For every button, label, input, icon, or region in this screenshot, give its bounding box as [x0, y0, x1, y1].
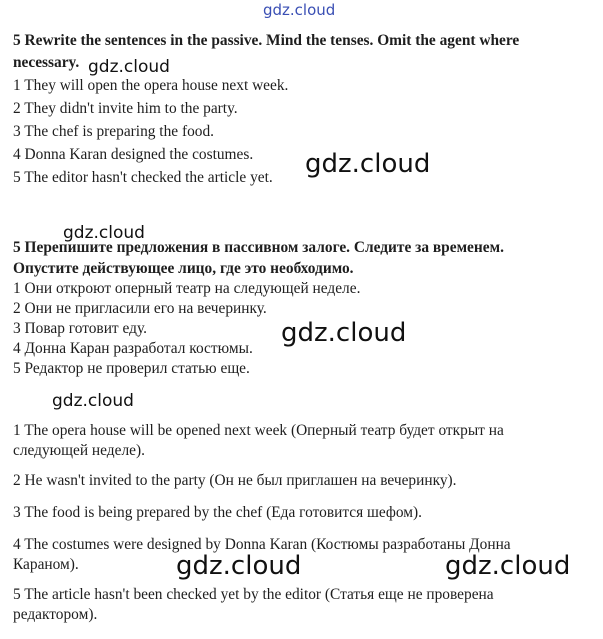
- watermark: gdz.cloud: [445, 551, 571, 581]
- answer-line: следующей неделе).: [13, 442, 145, 459]
- task-en-heading-cont: necessary.: [13, 54, 80, 71]
- watermark: gdz.cloud: [305, 149, 431, 179]
- task-en-item: 4 Donna Karan designed the costumes.: [13, 146, 254, 163]
- task-en-heading: 5 Rewrite the sentences in the passive. Mind the tenses. Omit the agent where: [13, 32, 520, 49]
- task-ru-heading-cont: Опустите действующее лицо, где это необходимо.: [13, 260, 354, 277]
- watermark-top: gdz.cloud: [263, 1, 336, 19]
- watermark: gdz.cloud: [176, 551, 302, 581]
- answer-line: 2 He wasn't invited to the party (Он не был приглашен на вечеринку).: [13, 472, 457, 489]
- task-ru-item: 5 Редактор не проверил статью еще.: [13, 360, 250, 377]
- task-en-item: 3 The chef is preparing the food.: [13, 123, 215, 140]
- answer-line: 1 The opera house will be opened next week (Оперный театр будет открыт на: [13, 422, 504, 439]
- watermark: gdz.cloud: [63, 223, 145, 243]
- answer-line: редактором).: [13, 606, 98, 623]
- answer-line: 4 The costumes were designed by Donna Karan (Костюмы разработаны Донна: [13, 536, 511, 553]
- task-ru-item: 2 Они не пригласили его на вечеринку.: [13, 300, 267, 317]
- task-ru-heading: 5 Перепишите предложения в пассивном залоге. Следите за временем.: [13, 239, 504, 256]
- watermark: gdz.cloud: [88, 57, 170, 77]
- answer-line: 5 The article hasn't been checked yet by the editor (Статья еще не проверена: [13, 586, 494, 603]
- task-en-item: 5 The editor hasn't checked the article yet.: [13, 169, 273, 186]
- task-en-item: 1 They will open the opera house next week.: [13, 77, 289, 94]
- watermark: gdz.cloud: [281, 318, 407, 348]
- watermark: gdz.cloud: [52, 391, 134, 411]
- task-ru-item: 4 Донна Каран разработал костюмы.: [13, 340, 253, 357]
- answer-line: 3 The food is being prepared by the chef (Еда готовится шефом).: [13, 504, 422, 521]
- task-ru-item: 3 Повар готовит еду.: [13, 320, 147, 337]
- task-en-item: 2 They didn't invite him to the party.: [13, 100, 238, 117]
- answer-line: Караном).: [13, 556, 79, 573]
- task-ru-item: 1 Они откроют оперный театр на следующей неделе.: [13, 280, 361, 297]
